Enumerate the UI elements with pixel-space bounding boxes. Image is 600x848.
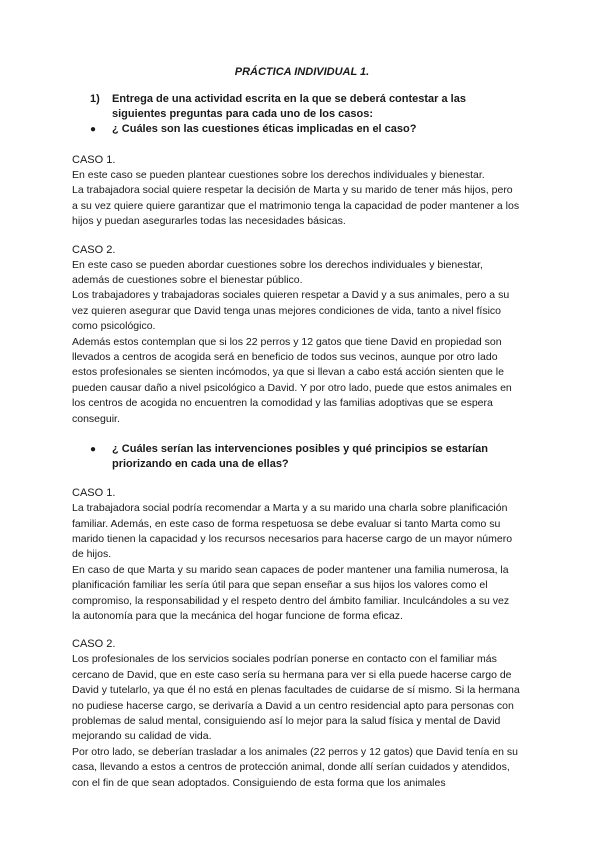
- section1-case2-paragraph: Además estos contemplan que si los 22 perros y 12 gatos que tiene David en propiedad son llevados a centros de acogida será en beneficio de todos sus vecinos, aunque por otro lado estos profesionales se sienten incómodos, ya que si llevan a cabo está acción sienten que le pueden causar daño a nivel psicológico a David. Y por otro lado, puede que estos animales en los centros de acogida no encuentren la comodidad y las familias adoptivas que se espera conseguir.: [72, 335, 512, 425]
- section2-case2-paragraph: Los profesionales de los servicios sociales podrían ponerse en contacto con el familiar más cercano de David, que en este caso sería su hermana para ver si ella puede hacerse cargo de David y tutelarlo, ya que él no está en plenas facultades de cuidarse de sí mismo. Si la hermana no pudiese hacerse cargo, se derivaría a David a un centro residencial apto para personas con problemas de salud mental, consiguiendo así lo mejor para la salud física y mental de David mejorando su calidad de vida.: [72, 653, 520, 743]
- section2-case1-label: CASO 1.: [72, 487, 116, 500]
- instruction-number: 1): [90, 93, 100, 105]
- section2-case1-paragraph: La trabajadora social podría recomendar a Marta y a su marido una charla sobre planificación familiar. Además, en este caso de forma respetuosa se debe evaluar si tanto Marta como su marido tienen la capacidad y los recursos necesarios para hacerse cargo de un mayor número de hijos.: [72, 502, 513, 561]
- question-2-text: ¿ Cuáles serían las intervenciones posibles y qué principios se estarían priorizando en cada una de ellas?: [112, 443, 488, 471]
- section1-case2-paragraph: Los trabajadores y trabajadoras sociales quieren respetar a David y a sus animales, pero a su vez quieren asegurar que David tenga unas mejores condiciones de vida, tanto a nivel físico como psicológico.: [72, 289, 510, 333]
- section1-case1-label: CASO 1.: [72, 154, 116, 166]
- section1-case2-paragraph: En este caso se pueden abordar cuestiones sobre los derechos individuales y bienestar, además de cuestiones sobre el bienestar público.: [72, 258, 483, 287]
- question-2: [90, 442, 520, 472]
- section2-case2-label: CASO 2.: [72, 638, 116, 651]
- page-title: PRÁCTICA INDIVIDUAL 1.: [234, 66, 370, 78]
- question-1: [90, 122, 520, 137]
- instruction-text: Entrega de una actividad escrita en la que se deberá contestar a las siguientes preguntas para cada uno de los casos:: [112, 93, 466, 120]
- section2-case2-paragraph: Por otro lado, se deberían trasladar a los animales (22 perros y 12 gatos) que David tenía en su casa, llevando a estos a centros de protección animal, donde allí serían cuidados y atendidos, con el fin de que sean adoptados. Consiguiendo de esta forma que los animales: [72, 745, 518, 789]
- instruction-item: [90, 92, 520, 122]
- section1-case1-paragraph: La trabajadora social quiere respetar la decisión de Marta y su marido de tener más hijos, pero a su vez quiere quiere garantizar que el matrimonio tenga la capacidad de poder mantener a los hijos y puedan asegurarles todas las necesidades básicas.: [72, 184, 520, 228]
- section1-case2-label: CASO 2.: [72, 243, 116, 256]
- bullet-icon: ●: [90, 444, 97, 456]
- section2-case1-paragraph: En caso de que Marta y su marido sean capaces de poder mantener una familia numerosa, la planificación familiar les sería útil para que sepan enseñar a sus hijos los valores como el compromiso, la responsabilidad y el respeto dentro del ámbito familiar. Inculcándoles a su vez la autonomía para que la mecánica del hogar funcione de forma eficaz.: [72, 563, 510, 622]
- bullet-icon: ●: [90, 124, 97, 135]
- section1-case1-paragraph: En este caso se pueden plantear cuestiones sobre los derechos individuales y bienestar.: [72, 169, 485, 181]
- question-1-text: ¿ Cuáles son las cuestiones éticas implicadas en el caso?: [112, 123, 417, 135]
